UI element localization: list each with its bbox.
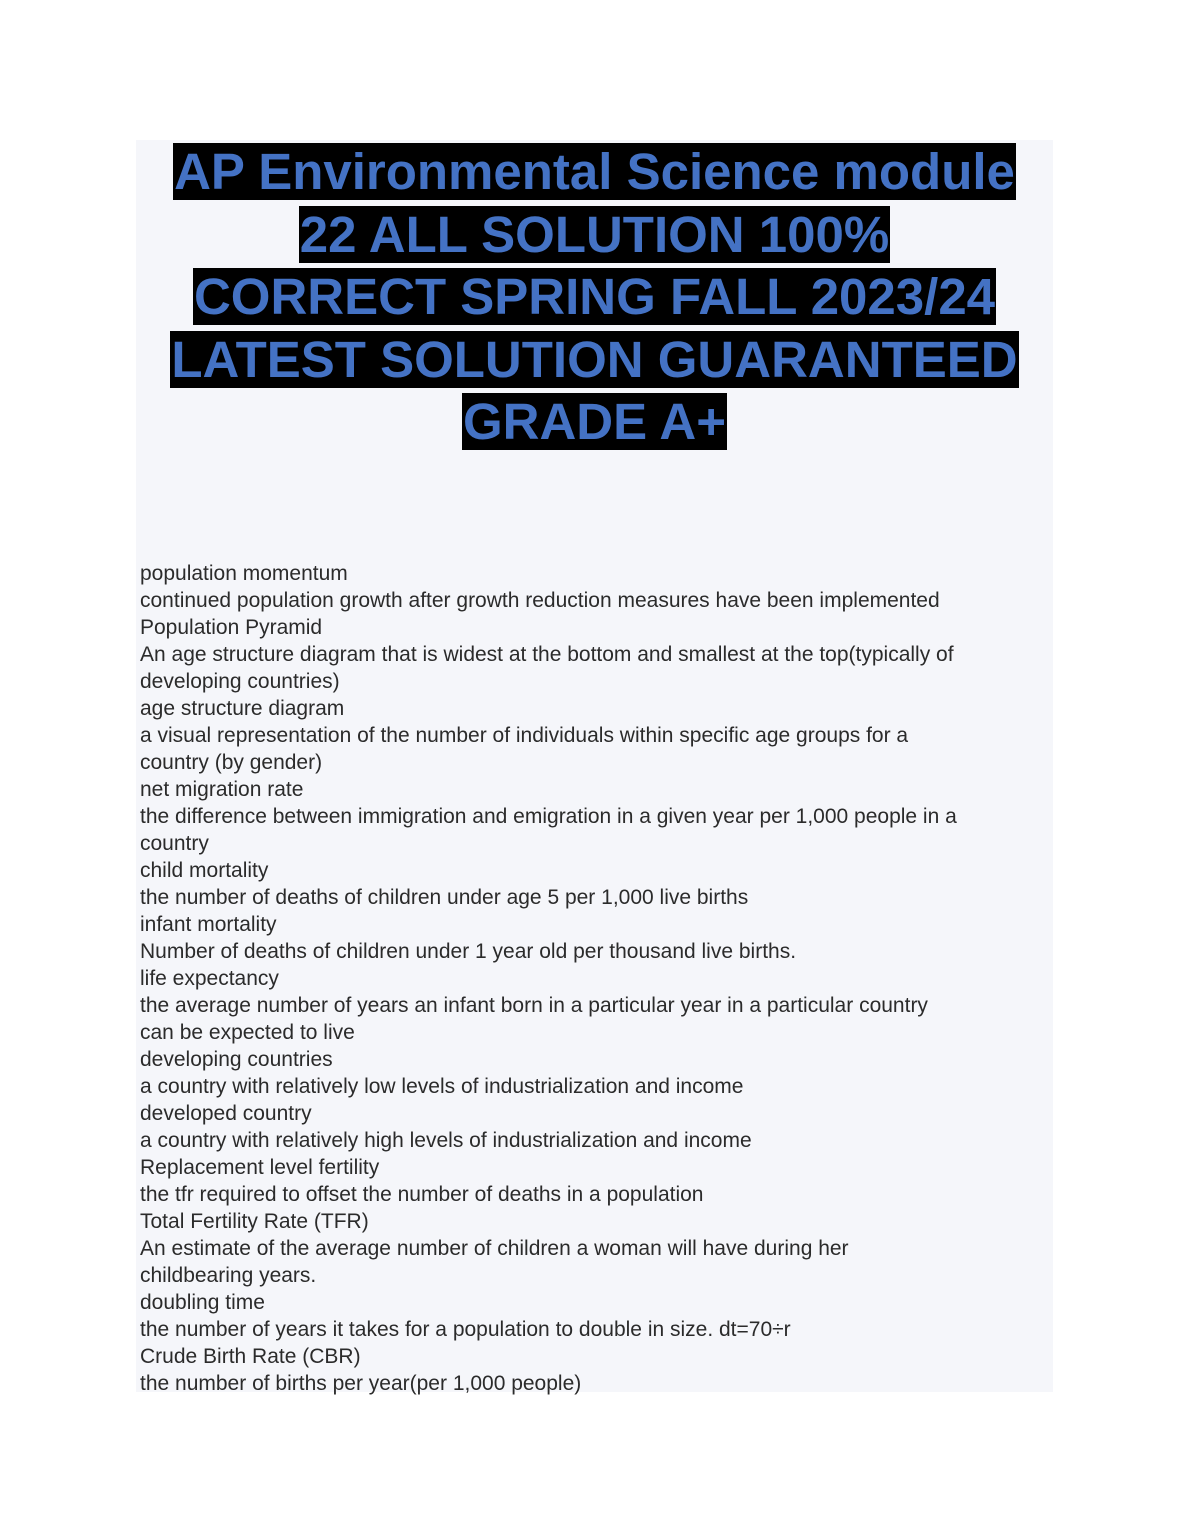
term-replacement-level-fertility: Replacement level fertility [140, 1156, 380, 1179]
title-line-1: AP Environmental Science module [174, 143, 1015, 200]
definition-infant-mortality: Number of deaths of children under 1 year old per thousand live births. [140, 940, 797, 963]
term-total-fertility-rate: Total Fertility Rate (TFR) [140, 1210, 369, 1233]
definition-developing-countries: a country with relatively low levels of industrialization and income [140, 1075, 744, 1098]
term-developed-country: developed country [140, 1102, 312, 1125]
glossary-text [140, 560, 1052, 1397]
definition-developed-country: a country with relatively high levels of industrialization and income [140, 1129, 752, 1152]
definition-replacement-level-fertility: the tfr required to offset the number of deaths in a population [140, 1183, 704, 1206]
definition-total-fertility-rate-line-1: An estimate of the average number of children a woman will have during her [140, 1237, 849, 1260]
term-child-mortality: child mortality [140, 859, 269, 882]
term-infant-mortality: infant mortality [140, 913, 277, 936]
document-title [136, 141, 1053, 454]
definition-population-pyramid-line-1: An age structure diagram that is widest at the bottom and smallest at the top(typically of [140, 643, 954, 666]
definition-age-structure-diagram-line-2: country (by gender) [140, 751, 323, 774]
definition-population-momentum: continued population growth after growth reduction measures have been implemented [140, 589, 940, 612]
title-line-4: LATEST SOLUTION GUARANTEED [171, 330, 1018, 388]
term-life-expectancy: life expectancy [140, 967, 279, 990]
definition-age-structure-diagram-line-1: a visual representation of the number of individuals within specific age groups for a [140, 724, 909, 747]
title-line-5: GRADE A+ [462, 393, 727, 450]
term-population-momentum: population momentum [140, 562, 348, 585]
definition-net-migration-rate-line-2: country [140, 832, 209, 855]
definition-life-expectancy-line-2: can be expected to live [140, 1021, 355, 1044]
term-developing-countries: developing countries [140, 1048, 333, 1071]
term-doubling-time: doubling time [140, 1291, 265, 1314]
term-net-migration-rate: net migration rate [140, 778, 304, 801]
definition-life-expectancy-line-1: the average number of years an infant born in a particular year in a particular country [140, 994, 928, 1017]
title-line-2: 22 ALL SOLUTION 100% [299, 205, 890, 263]
definition-total-fertility-rate-line-2: childbearing years. [140, 1264, 317, 1287]
term-crude-birth-rate: Crude Birth Rate (CBR) [140, 1345, 361, 1368]
definition-doubling-time: the number of years it takes for a population to double in size. dt=70÷r [140, 1318, 791, 1341]
definition-child-mortality: the number of deaths of children under age 5 per 1,000 live births [140, 886, 749, 909]
term-population-pyramid: Population Pyramid [140, 616, 323, 639]
definition-crude-birth-rate: the number of births per year(per 1,000 people) [140, 1372, 582, 1395]
definition-population-pyramid-line-2: developing countries) [140, 670, 340, 693]
term-age-structure-diagram: age structure diagram [140, 697, 345, 720]
definition-net-migration-rate-line-1: the difference between immigration and emigration in a given year per 1,000 people in a [140, 805, 957, 828]
title-line-3: CORRECT SPRING FALL 2023/24 [193, 268, 996, 325]
